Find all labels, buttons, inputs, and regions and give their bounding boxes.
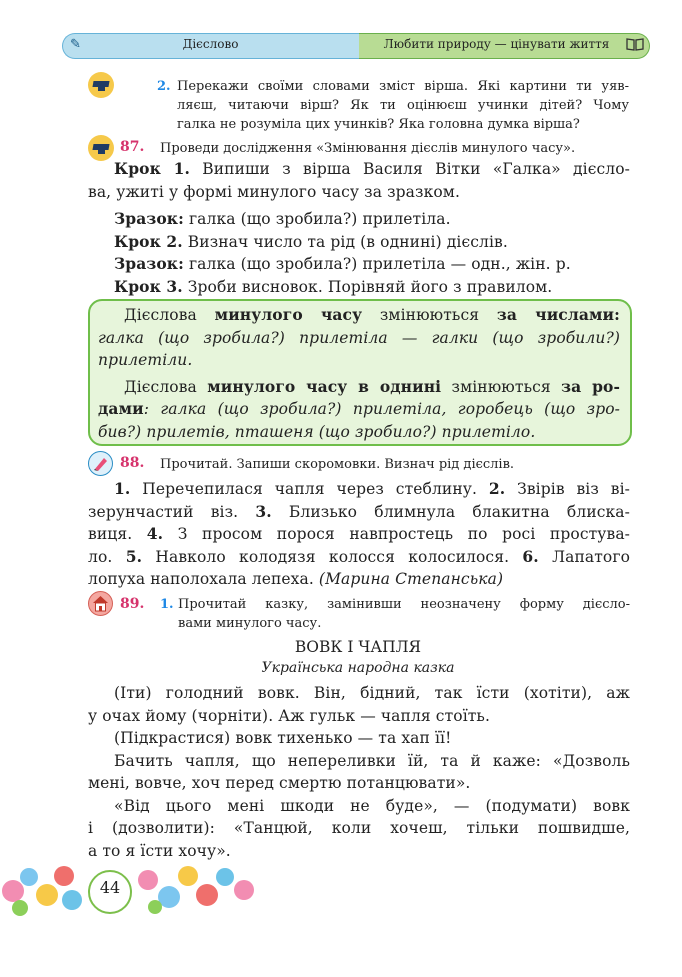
rule-text (98, 304, 620, 443)
story-title: ВОВК І ЧАПЛЯ (294, 638, 422, 656)
text-run: Дієслова (124, 306, 215, 324)
exercise-88-text (88, 478, 630, 591)
graduation-cap-icon (88, 72, 114, 98)
exercise-number: 88. (120, 455, 145, 471)
text-run: виця. (88, 525, 147, 543)
text-line: (Підкрастися) вовк тихенько — та хап її! (114, 729, 452, 747)
pen-icon: ✎ (70, 37, 81, 52)
example-line: галка (що зробила?) прилетіла — галки (що зробили?) (98, 328, 620, 347)
text-line: Визнач число та рід (в однині) дієслів. (187, 232, 508, 251)
bold-run: за числами: (496, 305, 620, 324)
text-line: Перекажи своїми словами зміст вірша. Які картини ти уяв- (177, 79, 629, 94)
exercise-number: 89. (120, 596, 145, 612)
text-run: Звірів віз ві- (505, 480, 630, 498)
text-run: Близько блимнула блакитна блиска- (271, 502, 630, 521)
text-line: Прочитай казку, замінивши неозначену форму дієсло- (178, 597, 630, 612)
exercise-instruction: Прочитай. Запиши скоромовки. Визнач рід дієслів. (160, 457, 515, 472)
example-line: бив?) прилетів, пташеня (що зробило?) прилетіло. (98, 422, 536, 441)
text-run: зерунчастий віз. (88, 502, 256, 521)
text-line: галка не розуміла цих учинків? Яка головна думка вірша? (177, 117, 580, 132)
page-number: 44 (99, 878, 121, 897)
item-number: 5. (125, 546, 143, 566)
bold-run: минулого часу в однині (207, 376, 442, 396)
text-line: Зроби висновок. Порівняй його з правилом. (187, 277, 553, 296)
text-line: ва, ужиті у формі минулого часу за зразком. (88, 182, 460, 201)
item-number: 4. (146, 524, 164, 543)
text-run: змінюються (362, 306, 497, 324)
bold-run: минулого часу (214, 305, 363, 324)
item-number: 6. (522, 546, 539, 566)
item-number: 3. (255, 501, 272, 521)
author: (Марина Степанська) (318, 570, 504, 588)
task2-text (177, 77, 629, 134)
exercise-instruction (178, 595, 630, 633)
exercise-87-steps (88, 158, 630, 298)
text-run: змінюються (441, 377, 562, 396)
text-line: і (дозволити): «Танцюй, коли хочеш, тільки пошвидше, (88, 819, 630, 837)
running-header (62, 33, 652, 59)
text-line: у очах йому (чорніти). Аж гульк — чапля стоїть. (88, 706, 490, 725)
item-number: 2. (488, 479, 506, 498)
story-subtitle: Українська народна казка (261, 660, 455, 676)
sample-label: Зразок: (114, 254, 184, 273)
exercise-instruction: Проведи дослідження «Змінювання дієслів минулого часу». (160, 141, 576, 156)
book-icon (626, 37, 644, 53)
text-run: Навколо колодязя колосся колосилося. (142, 547, 523, 566)
text-line: Бачить чапля, що непереливки їй, та й каже: «Дозволь (114, 751, 630, 770)
example-line: : галка (що зробила?) прилетіла, горобець (що зро- (143, 400, 620, 418)
bold-run: дами (98, 399, 144, 418)
subtask-marker: 2. (157, 79, 171, 94)
text-run: Перечепилася чапля через стеблину. (130, 480, 489, 498)
text-line: галка (що зробила?) прилетіла — одн., жін. р. (188, 255, 571, 273)
text-line: «Від цього мені шкоди не буде», — (подумати) вовк (114, 796, 630, 815)
step-label: Крок 3. (114, 276, 183, 296)
text-run: лопуха наполохала лепеха. (88, 570, 314, 588)
exercise-number: 87. (120, 139, 145, 155)
text-run: Лапатого (538, 547, 630, 566)
graduation-cap-icon (88, 135, 114, 161)
text-line: галка (що зробила?) прилетіла. (188, 210, 451, 228)
text-line: ляєш, читаючи вірш? Як ти оцінюєш учинки дітей? Чому (177, 98, 629, 113)
text-line: вами минулого часу. (178, 616, 322, 631)
item-number: 1. (114, 479, 131, 498)
text-line: (Іти) голодний вовк. Він, бідний, так їсти (хотіти), аж (114, 684, 630, 702)
chapter-title: Любити природу — цінувати життя (383, 37, 610, 51)
text-run: Дієслова (124, 377, 208, 396)
sample-label: Зразок: (114, 209, 184, 228)
text-line: мені, вовче, хоч перед смертю потанцювати». (88, 774, 471, 792)
bold-run: за ро- (561, 376, 620, 396)
subtask-marker: 1. (160, 597, 174, 612)
house-icon (88, 591, 113, 616)
example-line: прилетіли. (98, 351, 193, 369)
section-title: Дієслово (182, 37, 239, 51)
text-run: ло. (88, 547, 126, 566)
pencil-icon (88, 451, 113, 476)
text-run: З просом порося навпростець по росі простува- (163, 525, 630, 543)
step-label: Крок 2. (114, 231, 183, 251)
text-line: а то я їсти хочу». (88, 841, 231, 860)
text-line: Випиши з вірша Василя Вітки «Галка» дієсло- (202, 160, 630, 178)
story-text (88, 682, 630, 862)
step-label: Крок 1. (114, 159, 190, 178)
